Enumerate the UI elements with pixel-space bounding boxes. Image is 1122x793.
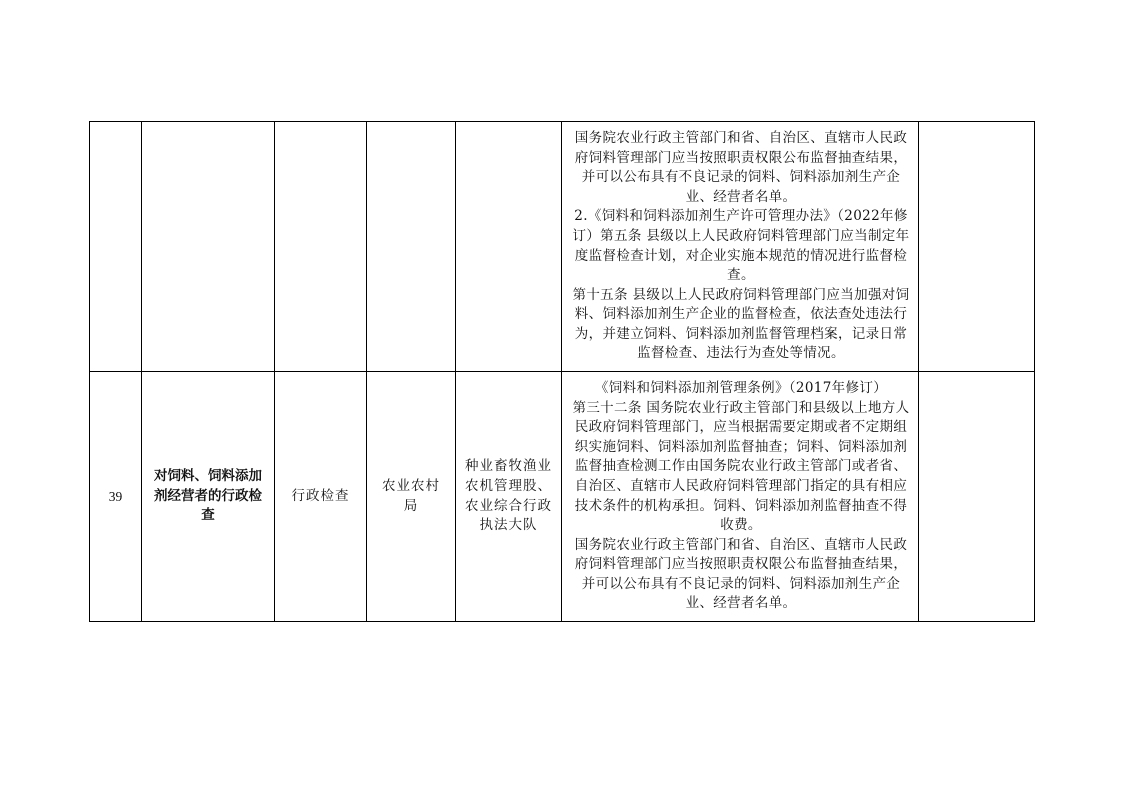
legal-basis-paragraph: 《饲料和饲料添加剂管理条例》（2017年修订） xyxy=(594,379,888,396)
remarks-cell xyxy=(919,122,1035,372)
legal-basis-paragraph: 2.《饲料和饲料添加剂生产许可管理办法》（2022年修订）第五条 县级以上人民政府饲料管理部门应当制定年度监督检查计划，对企业实施本规范的情况进行监督检查。 xyxy=(572,208,910,284)
remarks-cell xyxy=(919,372,1035,622)
department-cell xyxy=(367,122,456,372)
legal-basis-cell xyxy=(562,372,919,622)
responsible-unit-cell xyxy=(456,122,562,372)
table-row xyxy=(90,372,1035,622)
item-name-cell: 对饲料、饲料添加剂经营者的行政检查 xyxy=(142,372,275,622)
legal-basis-paragraph: 第十五条 县级以上人民政府饲料管理部门应当加强对饲料、饲料添加剂生产企业的监督检查，依法查处违法行为，并建立饲料、饲料添加剂监督管理档案，记录日常监督检查、违法行为查处等情况。 xyxy=(572,286,910,362)
item-number-cell xyxy=(90,122,142,372)
item-name-cell xyxy=(142,122,275,372)
legal-basis-paragraph: 第三十二条 国务院农业行政主管部门和县级以上地方人民政府饲料管理部门，应当根据需要定期或者不定期组织实施饲料、饲料添加剂监督抽查；饲料、饲料添加剂监督抽查检测工作由国务院农业行政主管部门或者省、自治区、直辖市人民政府饲料管理部门指定的具有相应技术条件的机构承担。饲料、饲料添加剂监督抽查不得收费。 xyxy=(572,399,910,534)
department-cell: 农业农村局 xyxy=(367,372,456,622)
item-type-cell xyxy=(275,122,367,372)
legal-basis-paragraph: 国务院农业行政主管部门和省、自治区、直辖市人民政府饲料管理部门应当按照职责权限公布监督抽查结果，并可以公布具有不良记录的饲料、饲料添加剂生产企业、经营者名单。 xyxy=(574,536,908,612)
legal-basis-paragraph: 国务院农业行政主管部门和省、自治区、直辖市人民政府饲料管理部门应当按照职责权限公布监督抽查结果，并可以公布具有不良记录的饲料、饲料添加剂生产企业、经营者名单。 xyxy=(574,129,908,205)
legal-basis-cell xyxy=(562,122,919,372)
item-number-cell: 39 xyxy=(90,372,142,622)
table-row xyxy=(90,122,1035,372)
responsible-unit-cell: 种业畜牧渔业农机管理股、农业综合行政执法大队 xyxy=(456,372,562,622)
inspection-table xyxy=(89,121,1035,622)
item-type-cell: 行政检查 xyxy=(275,372,367,622)
